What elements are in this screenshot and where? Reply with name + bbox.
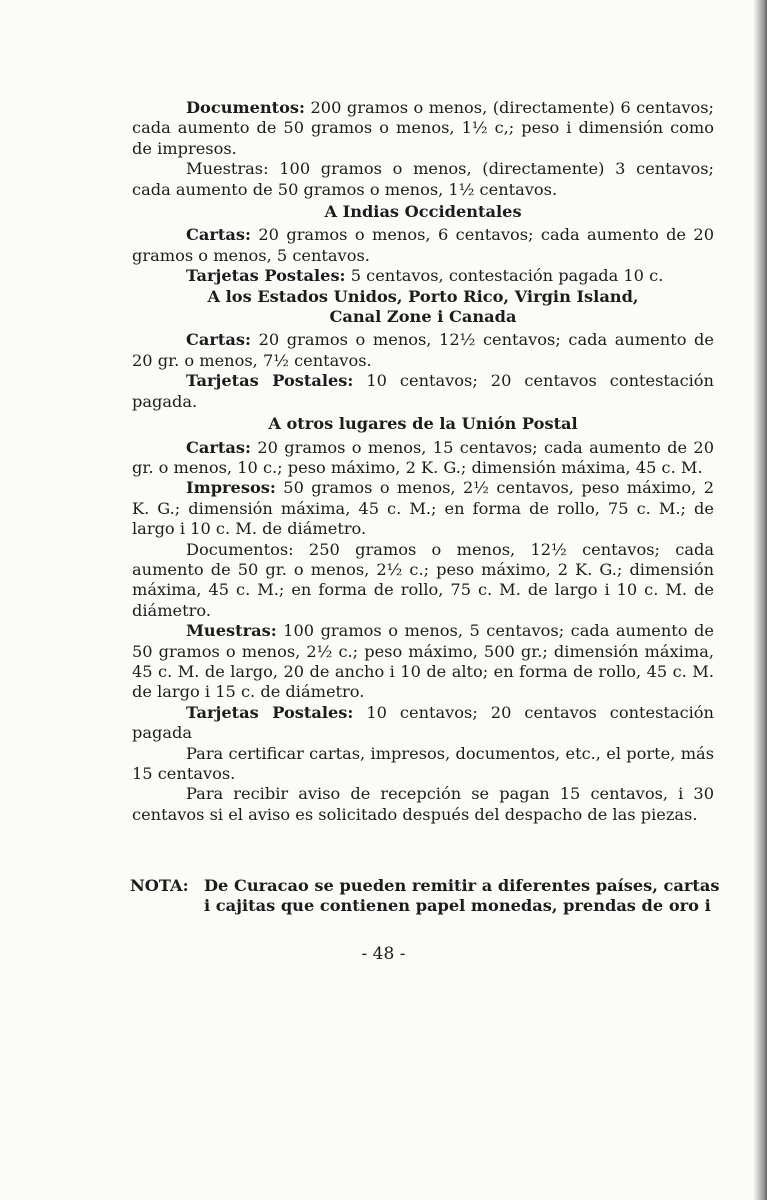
heading-eeuu-line1: A los Estados Unidos, Porto Rico, Virgin Island, bbox=[207, 286, 639, 306]
text-tarjetas: 10 centavos; 20 centavos contestación pagada. bbox=[132, 371, 714, 411]
label-impresos: Impresos: bbox=[186, 478, 276, 498]
text-muestras: 100 gramos o menos, 5 centavos; cada aumento de 50 gramos o menos, 2½ c.; peso máximo, 500 gr.; dimensión máxima, 45 c. M. de largo, 20 de ancho i 10 de alto; en forma de rollo, 45 c. M. de largo i 15 c. de diámetro. bbox=[132, 621, 714, 702]
paragraph-tarjetas-1 bbox=[132, 266, 714, 286]
nota-label: NOTA: bbox=[130, 876, 189, 895]
paragraph-cartas-3 bbox=[132, 438, 714, 479]
nota-line-1 bbox=[130, 876, 720, 896]
nota-text-1: De Curacao se pueden remitir a diferentes países, cartas bbox=[204, 876, 720, 895]
text-impresos: 50 gramos o menos, 2½ centavos, peso máximo, 2 K. G.; dimensión máxima, 45 c. M.; en forma de rollo, 75 c. M.; de largo i 10 c. M. de diámetro. bbox=[132, 478, 714, 539]
paragraph-cartas-1 bbox=[132, 225, 714, 266]
page-edge-shadow bbox=[753, 0, 767, 1200]
label-documentos: Documentos: bbox=[186, 98, 306, 117]
heading-eeuu-line2: Canal Zone i Canada bbox=[329, 307, 517, 327]
page-number: - 48 - bbox=[361, 944, 406, 964]
paragraph-tarjetas-3 bbox=[132, 703, 714, 744]
label-tarjetas: Tarjetas Postales: bbox=[186, 702, 354, 722]
paragraph-tarjetas-2 bbox=[132, 371, 714, 412]
heading-otros: A otros lugares de la Unión Postal bbox=[268, 414, 578, 434]
paragraph-muestras-2 bbox=[132, 621, 714, 703]
label-tarjetas: Tarjetas Postales: bbox=[186, 266, 346, 286]
label-cartas: Cartas: bbox=[186, 437, 251, 457]
label-cartas: Cartas: bbox=[186, 330, 251, 350]
heading-indias: A Indias Occidentales bbox=[324, 202, 522, 222]
paragraph-certificar: Para certificar cartas, impresos, documentos, etc., el porte, más 15 centavos. bbox=[132, 743, 714, 783]
text-tarjetas: 10 centavos; 20 centavos contestación pagada bbox=[132, 702, 714, 743]
paragraph-cartas-2 bbox=[132, 330, 714, 371]
label-tarjetas: Tarjetas Postales: bbox=[186, 371, 354, 391]
text-cartas: 20 gramos o menos, 15 centavos; cada aumento de 20 gr. o menos, 10 c.; peso máximo, 2 K. G.; dimensión máxima, 45 c. M. bbox=[132, 437, 714, 477]
paragraph-aviso: Para recibir aviso de recepción se pagan 15 centavos, i 30 centavos si el aviso es solicitado después del despacho de las piezas. bbox=[132, 784, 714, 824]
nota-line-2: i cajitas que contienen papel monedas, prendas de oro i bbox=[204, 896, 711, 916]
text-cartas: 20 gramos o menos, 12½ centavos; cada aumento de 20 gr. o menos, 7½ centavos. bbox=[132, 330, 714, 370]
nota-block bbox=[130, 876, 720, 917]
paragraph-muestras-1: Muestras: 100 gramos o menos, (directamente) 3 centavos; cada aumento de 50 gramos o menos, 1½ centavos. bbox=[132, 159, 714, 199]
paragraph-documentos-2: Documentos: 250 gramos o menos, 12½ centavos; cada aumento de 50 gr. o menos, 2½ c.; peso máximo, 2 K. G.; dimensión máxima, 45 c. M.; en forma de rollo, 75 c. M. de largo i 10 c. M. de diámetro. bbox=[132, 539, 714, 620]
label-cartas: Cartas: bbox=[186, 225, 251, 245]
paragraph-documentos-1 bbox=[132, 98, 714, 159]
label-muestras: Muestras: bbox=[186, 621, 277, 641]
paragraph-impresos bbox=[132, 478, 714, 539]
text-documentos: 200 gramos o menos, (directamente) 6 centavos; cada aumento de 50 gramos o menos, 1½ c,; peso i dimensión como de impresos. bbox=[132, 98, 714, 158]
text-cartas: 20 gramos o menos, 6 centavos; cada aumento de 20 gramos o menos, 5 centavos. bbox=[132, 225, 714, 265]
document-body bbox=[132, 98, 714, 825]
text-tarjetas: 5 centavos, contestación pagada 10 c. bbox=[345, 266, 664, 286]
